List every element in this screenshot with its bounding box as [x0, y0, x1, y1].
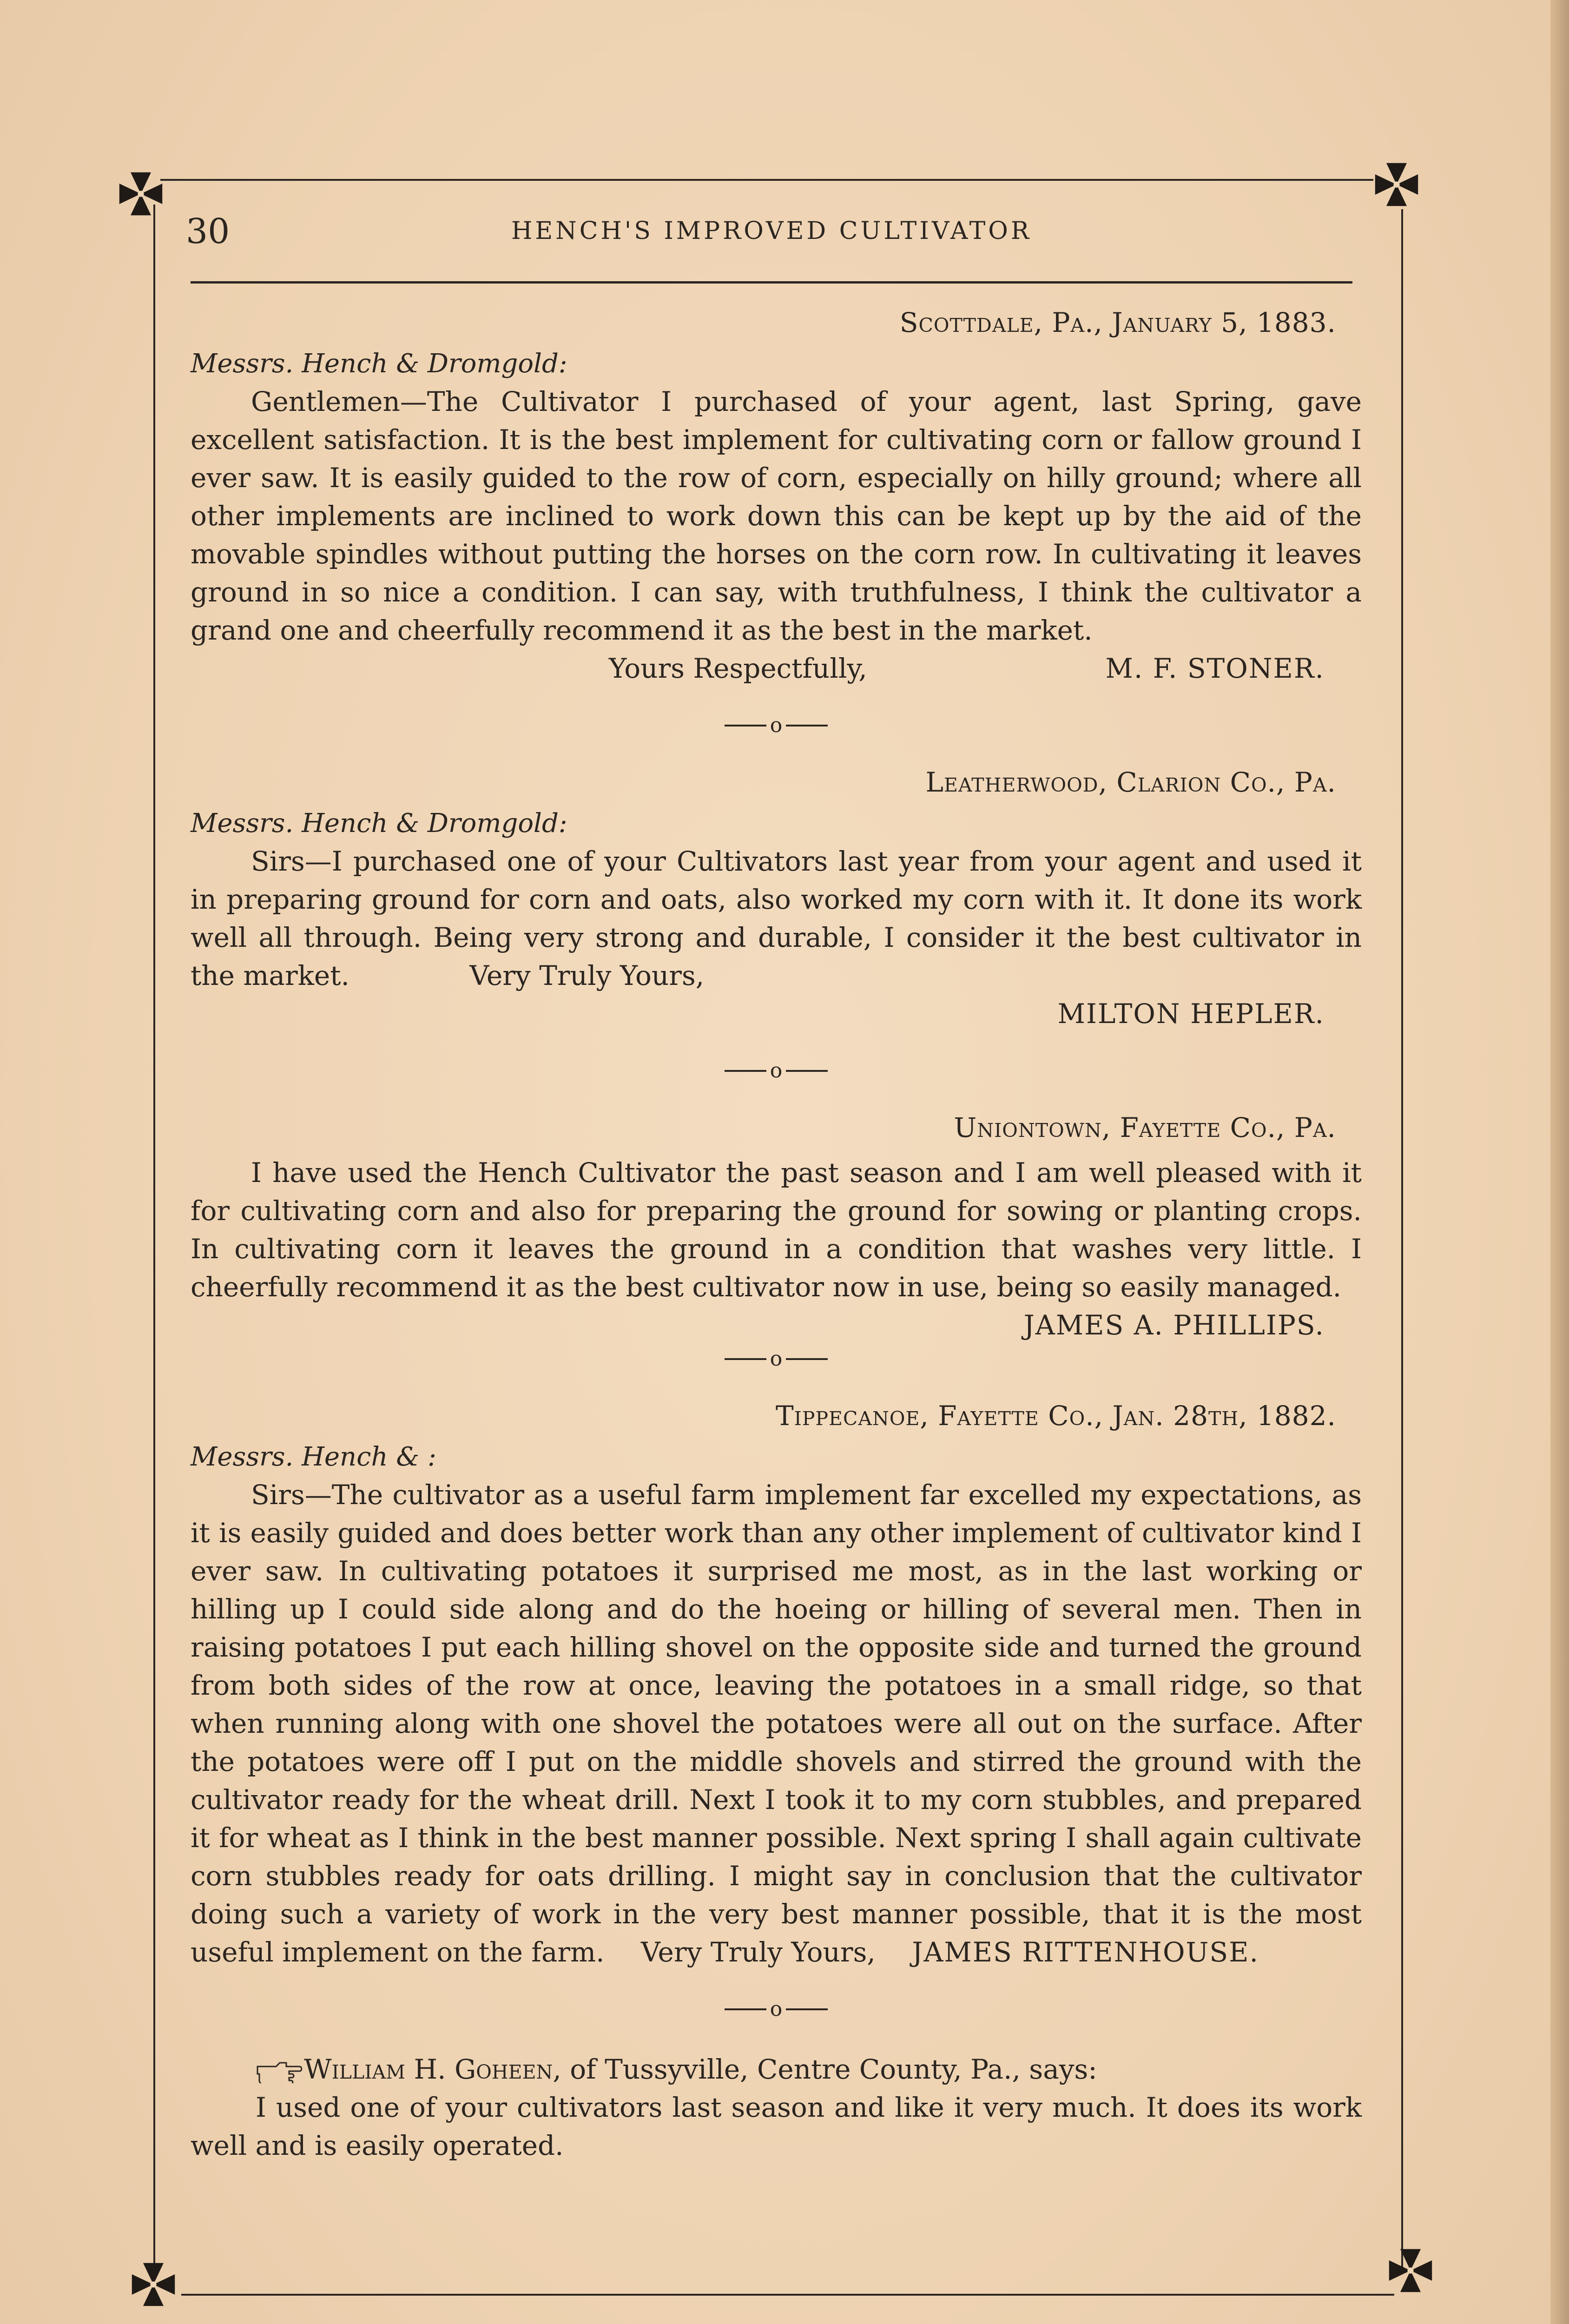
- separator: [191, 1056, 1362, 1083]
- bottom-rule: [181, 2294, 1394, 2296]
- separator-mark: o: [770, 1347, 783, 1371]
- top-rule: [160, 179, 1373, 181]
- page-number: 30: [186, 211, 230, 251]
- letter-place: Leatherwood, Clarion Co., Pa.: [925, 766, 1336, 798]
- letter-signature: JAMES A. PHILLIPS.: [1023, 1309, 1325, 1341]
- letter-hepler: [191, 766, 1362, 1033]
- right-rule: [1401, 209, 1403, 2273]
- separator: [191, 1994, 1362, 2021]
- pointing-hand-icon: [256, 2060, 302, 2083]
- letter-stoner: [191, 307, 1362, 687]
- testimonial-body: I used one of your cultivators last season and like it very much. It does its work well and is easily operated.: [191, 2092, 1362, 2161]
- maltese-cross-icon: [1385, 2245, 1436, 2296]
- page-header: [186, 211, 1357, 263]
- letter-place: Scottdale, Pa., January 5, 1883.: [899, 307, 1336, 338]
- letter-phillips: [191, 1112, 1362, 1341]
- separator-mark: o: [770, 1997, 783, 2021]
- maltese-cross-icon: [128, 2259, 179, 2310]
- letter-salutation: Messrs. Hench & Dromgold:: [191, 349, 567, 379]
- separator: [191, 1344, 1362, 1371]
- letter-salutation: Messrs. Hench & :: [191, 1442, 436, 1472]
- letter-salutation: Messrs. Hench & Dromgold:: [191, 808, 567, 838]
- letter-body-text: Sirs—I purchased one of your Cultivators last year from your agent and used it in preparing ground for corn and oats, also worked my corn with it. It done its work well all through. Being very strong and durable, I consider it the best cultivator in the market.: [191, 845, 1362, 991]
- maltese-cross-icon: [1371, 159, 1422, 210]
- header-rule: [191, 281, 1352, 284]
- testimonial-intro-text: , of Tussyville, Centre County, Pa., says:: [553, 2053, 1097, 2085]
- page-content: [191, 307, 1362, 2165]
- letter-signature: JAMES RITTENHOUSE.: [912, 1936, 1259, 1968]
- letter-place: Tippecanoe, Fayette Co., Jan. 28th, 1882.: [776, 1400, 1336, 1432]
- separator-mark: o: [770, 713, 783, 737]
- letter-signature: M. F. STONER.: [1105, 653, 1325, 684]
- letter-signature: MILTON HEPLER.: [1057, 998, 1325, 1030]
- letter-body-text: I have used the Hench Cultivator the past season and I am well pleased with it for cultivating corn and also for preparing the ground for sowing or planting crops. In cultivating corn it leaves the ground in a condition that washes very little. I cheerfully recommend it as the best cultivator now in use, being so easily managed.: [191, 1157, 1362, 1303]
- running-title: HENCH'S IMPROVED CULTIVATOR: [511, 217, 1032, 245]
- testimonial-intro: [191, 2050, 1362, 2088]
- left-rule: [153, 205, 155, 2268]
- letter-place: Uniontown, Fayette Co., Pa.: [954, 1112, 1336, 1143]
- separator-mark: o: [770, 1059, 783, 1083]
- letter-closing: Very Truly Yours,: [641, 1936, 876, 1968]
- letter-body-text: Sirs—The cultivator as a useful farm implement far excelled my expectations, as it is easily guided and does better work than any other implement of cultivator kind I ever saw. In cultivating potatoes it surprised me most, as in the last working or hilling up I could side along and do the hoeing or hilling of several men. Then in raising potatoes I put each hilling shovel on the opposite side and turned the ground from both sides of the row at once, leaving the potatoes in a small ridge, so that when running along with one shovel the potatoes were all out on the surface. After the potatoes were off I put on the middle shovels and stirred the ground with the cultivator ready for the wheat drill. Next I took it to my corn stubbles, and prepared it for wheat as I think in the best manner possible. Next spring I shall again cultivate corn stubbles ready for oats drilling. I might say in conclusion that the cultivator doing such a variety of work in the very best manner possible, that it is the most useful implement on the farm.: [191, 1479, 1362, 1968]
- testimonial-goheen: [191, 2050, 1362, 2165]
- letter-body: [191, 1154, 1362, 1341]
- separator: [191, 711, 1362, 737]
- letter-closing: Very Truly Yours,: [469, 960, 705, 991]
- letter-rittenhouse: [191, 1400, 1362, 1971]
- letter-signoff: [191, 649, 1362, 687]
- letter-body: [191, 842, 1362, 995]
- page-edge: [1550, 0, 1569, 2324]
- letter-body: [191, 1476, 1362, 1971]
- letter-body: Gentlemen—The Cultivator I purchased of your agent, last Spring, gave excellent satisfaction. It is the best implement for cultivating corn or fallow ground I ever saw. It is easily guided to the row of corn, especially on hilly ground; where all other implements are inclined to work down this can be kept up by the aid of the movable spindles without putting the horses on the corn row. In cultivating it leaves ground in so nice a condition. I can say, with truthfulness, I think the cultivator a grand one and cheerfully recommend it as the best in the market.: [191, 386, 1362, 646]
- letter-closing: Yours Respectfully,: [609, 653, 867, 684]
- maltese-cross-icon: [115, 168, 166, 219]
- testimonial-name: William H. Goheen: [304, 2053, 553, 2085]
